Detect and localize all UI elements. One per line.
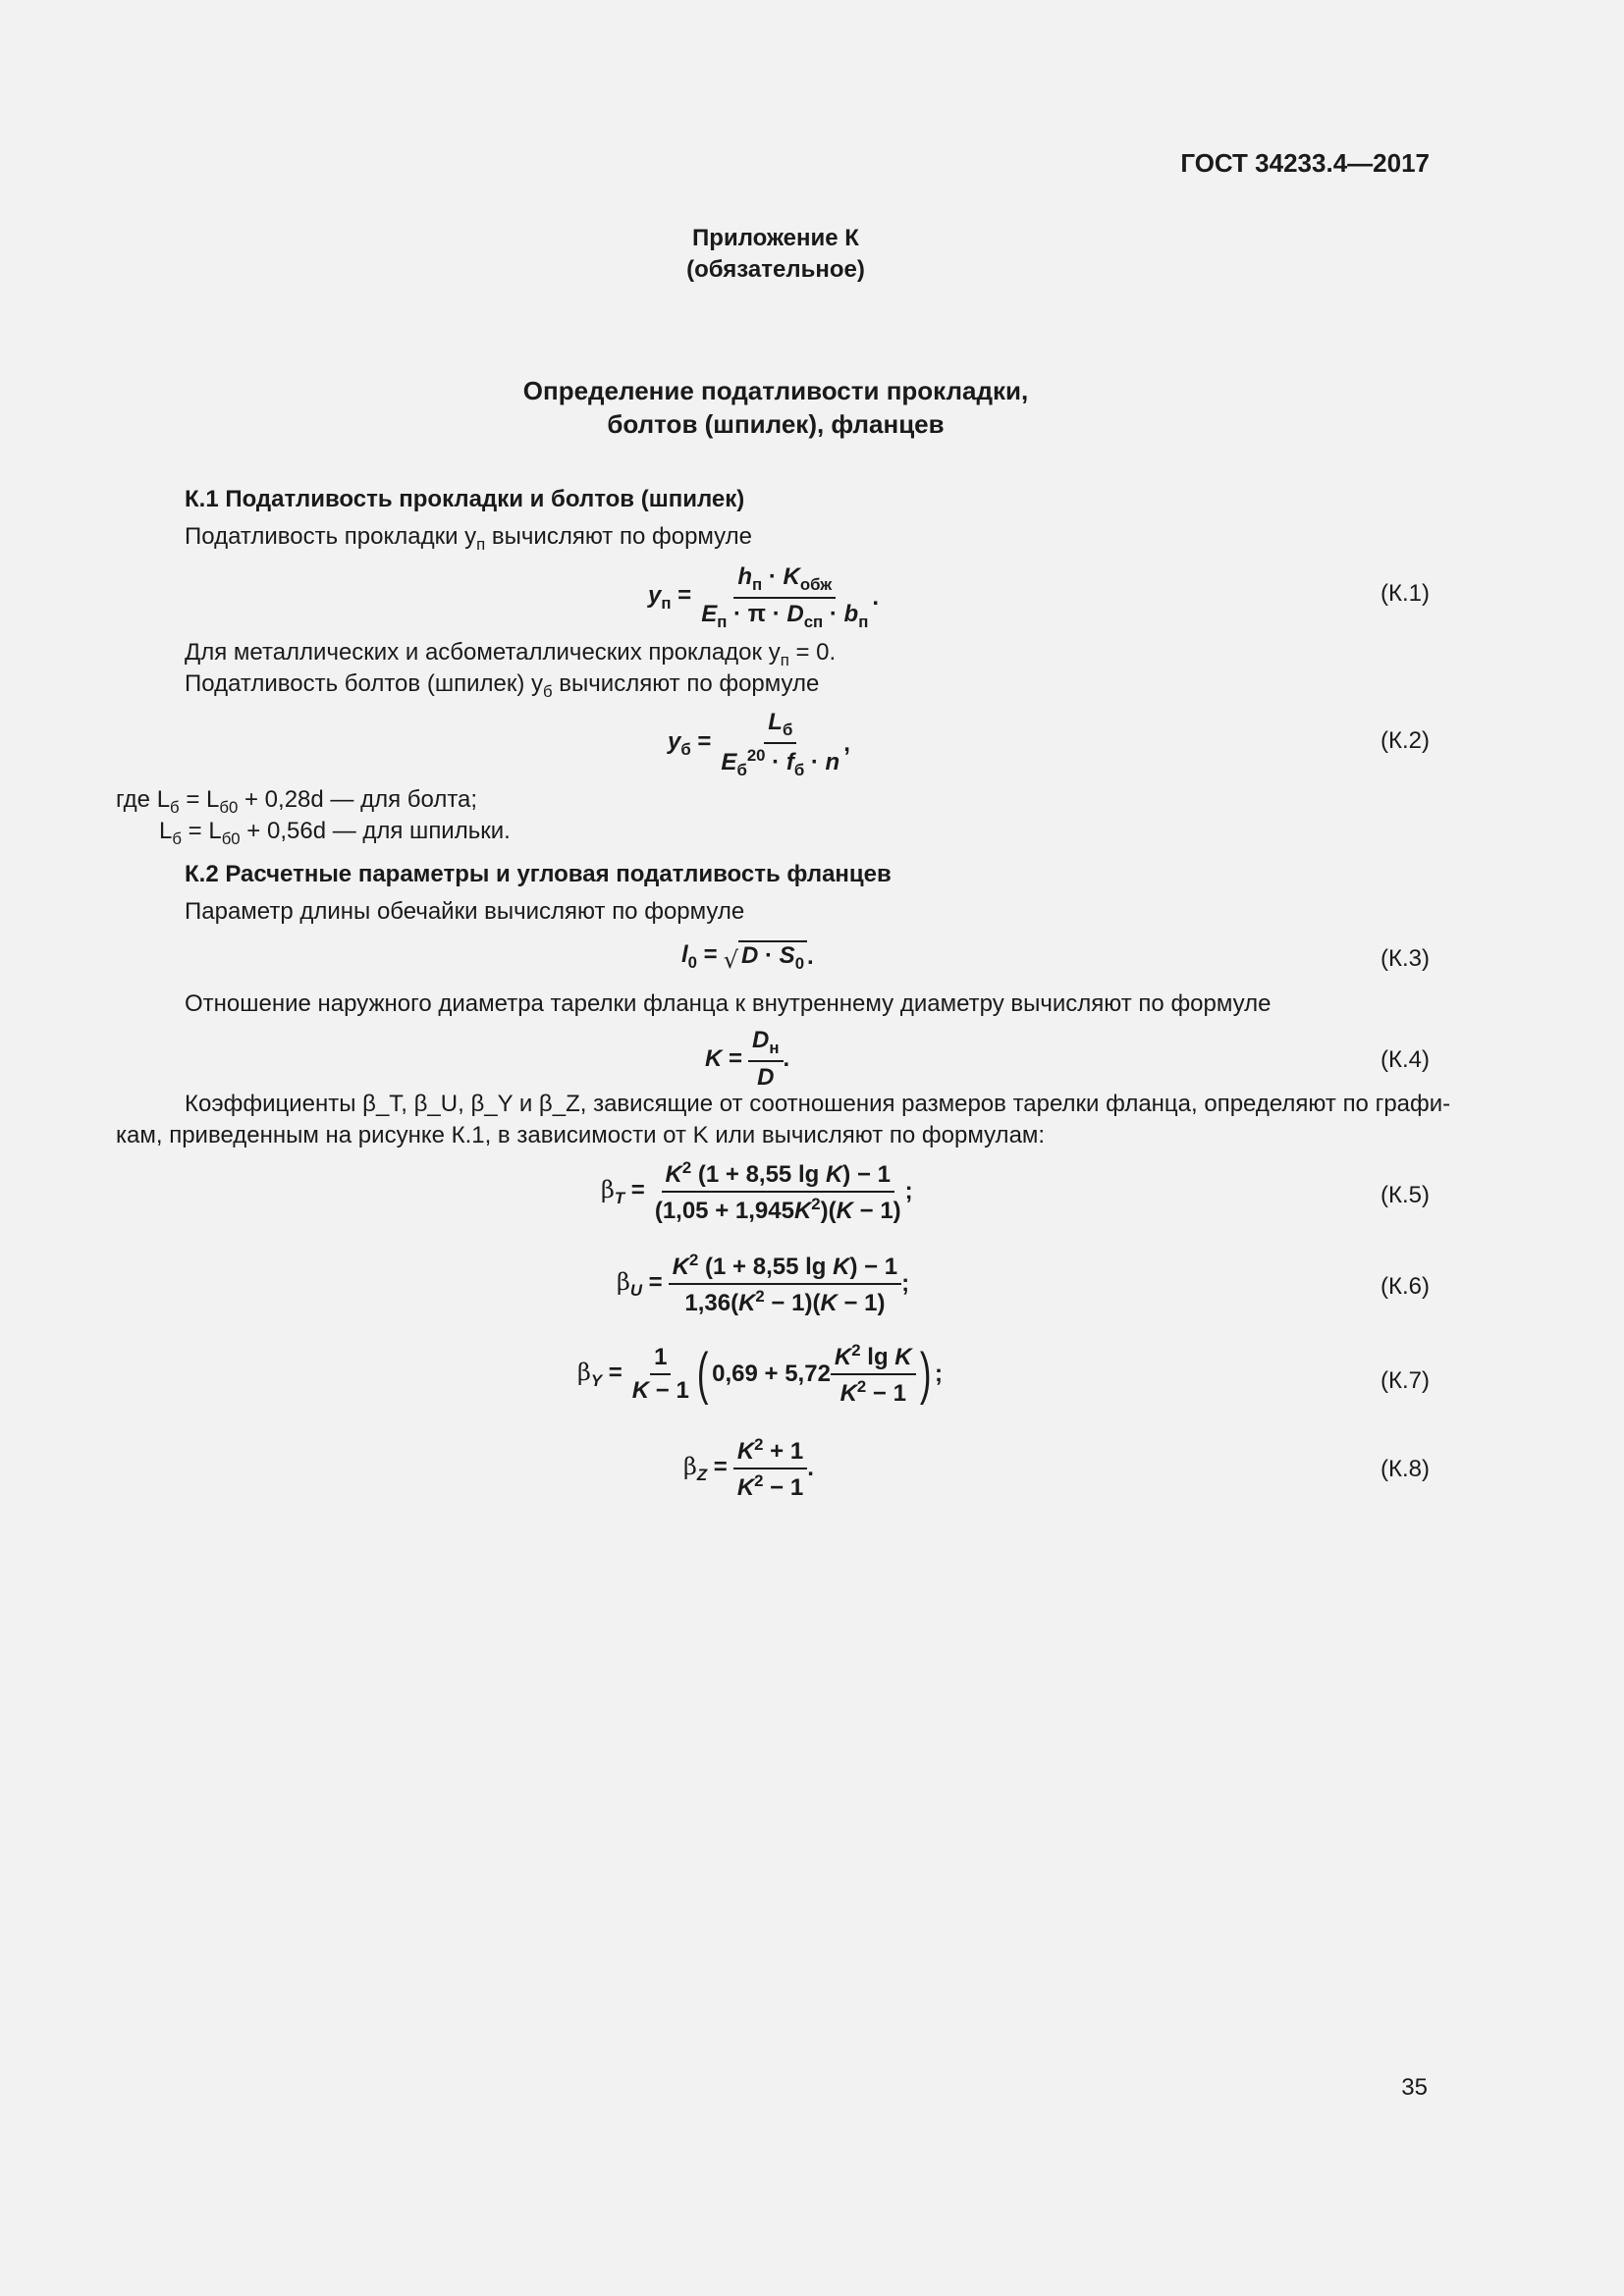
equation-number-k3: (К.3) bbox=[1380, 945, 1430, 972]
where-clause-stud: $L_б = L_{б0} + 0,56d$ — для шпильки. bbox=[159, 818, 511, 848]
equation-number-k2: (К.2) bbox=[1380, 727, 1430, 754]
section1-paragraph2: Для металлических и асбометаллических прокладок $y_п = 0$. bbox=[185, 639, 837, 669]
appendix-title: Приложение К bbox=[692, 225, 859, 251]
formula-k4: K = $\frac{D_н}{D}$ . bbox=[705, 1027, 790, 1091]
section2-paragraph2: Отношение наружного диаметра тарелки фланца к внутреннему диаметру вычисляют по формуле bbox=[185, 990, 1272, 1017]
section2-paragraph3-line2: кам, приведенным на рисунке К.1, в зависимости от K или вычисляют по формулам: bbox=[116, 1122, 1046, 1148]
appendix-status: (обязательное) bbox=[686, 256, 865, 283]
equation-number-k1: (К.1) bbox=[1380, 580, 1430, 607]
where-clause-bolt: где $L_б = L_{б0} + 0,28d$ — для болта; bbox=[116, 786, 478, 817]
formula-k3: $l_0$ = √ $D \cdot S_0$ . bbox=[681, 941, 814, 974]
formula-k1: $y_п$ = $\frac{h_п \cdot K_{обж}}{E_п \cdot \pi \cdot D_{сп} \cdot b_п}$ . bbox=[648, 563, 880, 631]
section2-heading: К.2 Расчетные параметры и угловая податливость фланцев bbox=[185, 861, 892, 887]
section2-paragraph3-line1: Коэффициенты β_T, β_U, β_Y и β_Z, зависящие от соотношения размеров тарелки фланца, определяют по графи- bbox=[185, 1091, 1451, 1117]
standard-header: ГОСТ 34233.4—2017 bbox=[1180, 148, 1430, 178]
section1-heading: К.1 Податливость прокладки и болтов (шпилек) bbox=[185, 486, 745, 512]
section1-paragraph1: Податливость прокладки $y_п$ вычисляют по формуле bbox=[185, 523, 753, 554]
formula-k7: $\beta_Y$ = $\frac{1}{K - 1}$ ( 0,69 + 5,72 $\frac{K^2 \lg K}{K^2 - 1}$ ) ; bbox=[577, 1341, 943, 1407]
section1-paragraph3: Податливость болтов (шпилек) $y_б$ вычисляют по формуле bbox=[185, 670, 820, 701]
main-title-line2: болтов (шпилек), фланцев bbox=[607, 409, 945, 439]
equation-number-k7: (К.7) bbox=[1380, 1367, 1430, 1394]
equation-number-k6: (К.6) bbox=[1380, 1273, 1430, 1300]
formula-k8: $\beta_Z$ = $\frac{K^2 + 1}{K^2 - 1}$ . bbox=[683, 1435, 814, 1501]
formula-k6: $\beta_U$ = $\frac{K^2 (1 + 8,55 \lg K) - 1}{1,36(K^2 - 1)(K - 1)}$ ; bbox=[617, 1251, 910, 1316]
section2-paragraph1: Параметр длины обечайки вычисляют по формуле bbox=[185, 898, 745, 925]
equation-number-k4: (К.4) bbox=[1380, 1046, 1430, 1073]
equation-number-k5: (К.5) bbox=[1380, 1182, 1430, 1208]
formula-k5: $\beta_T$ = $\frac{K^2 (1 + 8,55 \lg K) - 1}{(1,05 + 1,945K^2)(K - 1)}$ ; bbox=[601, 1158, 913, 1224]
formula-k2: $y_б$ = $\frac{L_б}{E_б^{20} \cdot f_б \cdot n}$ , bbox=[668, 709, 850, 779]
main-title-line1: Определение податливости прокладки, bbox=[522, 376, 1029, 405]
equation-number-k8: (К.8) bbox=[1380, 1456, 1430, 1482]
page-number: 35 bbox=[1401, 2074, 1428, 2101]
